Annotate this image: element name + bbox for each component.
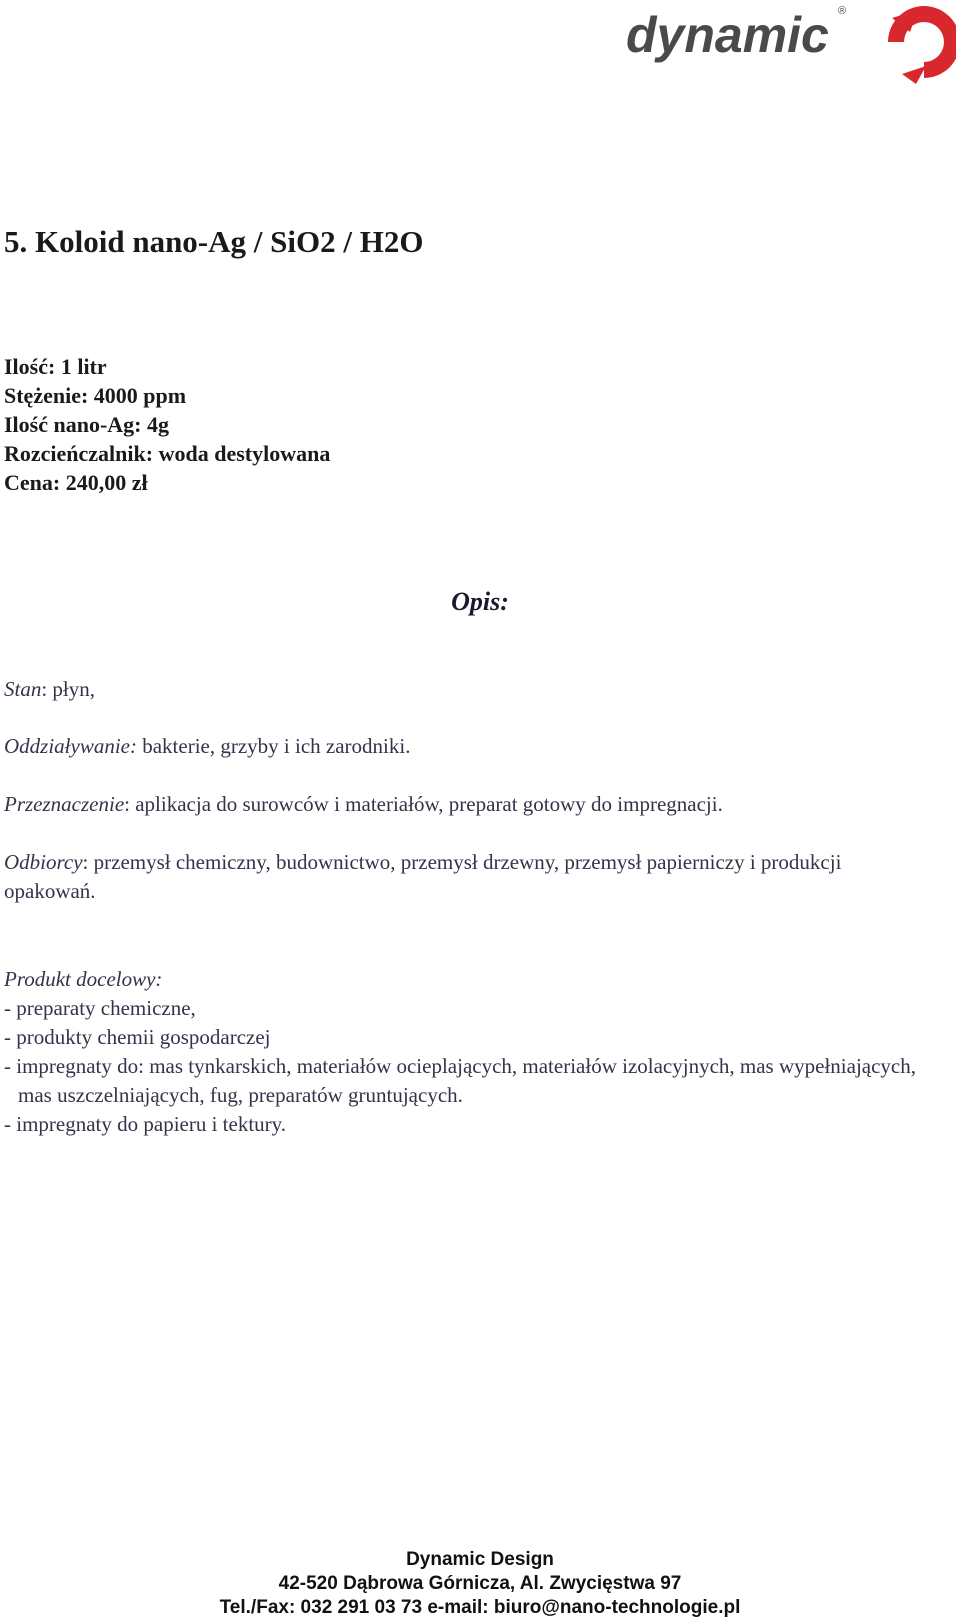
list-item: - preparaty chemiczne, xyxy=(4,996,196,1020)
desc-purpose-label: Przeznaczenie xyxy=(4,792,125,816)
spec-diluent: Rozcieńczalnik: woda destylowana xyxy=(4,441,331,466)
spec-quantity: Ilość: 1 litr xyxy=(4,354,107,379)
product-title: 5. Koloid nano-Ag / SiO2 / H2O xyxy=(4,224,424,259)
spec-price: Cena: 240,00 zł xyxy=(4,470,148,495)
footer-contact: Tel./Fax: 032 291 03 73 e-mail: biuro@nano-technologie.pl xyxy=(219,1597,741,1618)
registered-mark: ® xyxy=(838,5,847,17)
desc-recipients-text: : przemysł chemiczny, budownictwo, przemysł drzewny, przemysł papierniczy i produkcji opakowań. xyxy=(4,850,842,903)
list-item: - impregnaty do papieru i tektury. xyxy=(4,1112,287,1136)
target-product-label: Produkt docelowy: xyxy=(4,967,163,991)
list-item: - impregnaty do: mas tynkarskich, materiałów ocieplających, materiałów izolacyjnych, mas wypełniających, mas uszczelniających, fug, preparatów gruntujących. xyxy=(4,1054,917,1107)
desc-effect-label: Oddziaływanie: xyxy=(4,734,137,758)
desc-state xyxy=(4,675,95,704)
desc-recipients-label: Odbiorcy xyxy=(4,850,83,874)
list-item: - produkty chemii gospodarczej xyxy=(4,1025,271,1049)
spec-concentration: Stężenie: 4000 ppm xyxy=(4,383,187,408)
desc-purpose xyxy=(4,790,723,819)
desc-state-label: Stan xyxy=(4,677,42,701)
logo-swirl-icon xyxy=(888,6,956,84)
logo-wordmark: dynamic xyxy=(626,7,829,63)
page-footer xyxy=(0,1548,960,1620)
desc-purpose-text: : aplikacja do surowców i materiałów, preparat gotowy do impregnacji. xyxy=(124,792,723,816)
target-product-list xyxy=(4,994,944,1139)
footer-address: 42-520 Dąbrowa Górnicza, Al. Zwycięstwa 97 xyxy=(278,1573,682,1594)
desc-effect-text: bakterie, grzyby i ich zarodniki. xyxy=(136,734,411,758)
desc-effect xyxy=(4,732,410,761)
product-specs xyxy=(4,352,330,497)
description-heading: Opis: xyxy=(451,587,509,616)
spec-nano-ag-amount: Ilość nano-Ag: 4g xyxy=(4,412,170,437)
brand-logo xyxy=(626,0,956,84)
footer-company: Dynamic Design xyxy=(406,1549,554,1570)
target-product-section xyxy=(4,965,944,1139)
desc-recipients xyxy=(4,848,934,906)
dynamic-logo-mark xyxy=(626,0,956,84)
desc-state-text: : płyn, xyxy=(41,677,96,701)
